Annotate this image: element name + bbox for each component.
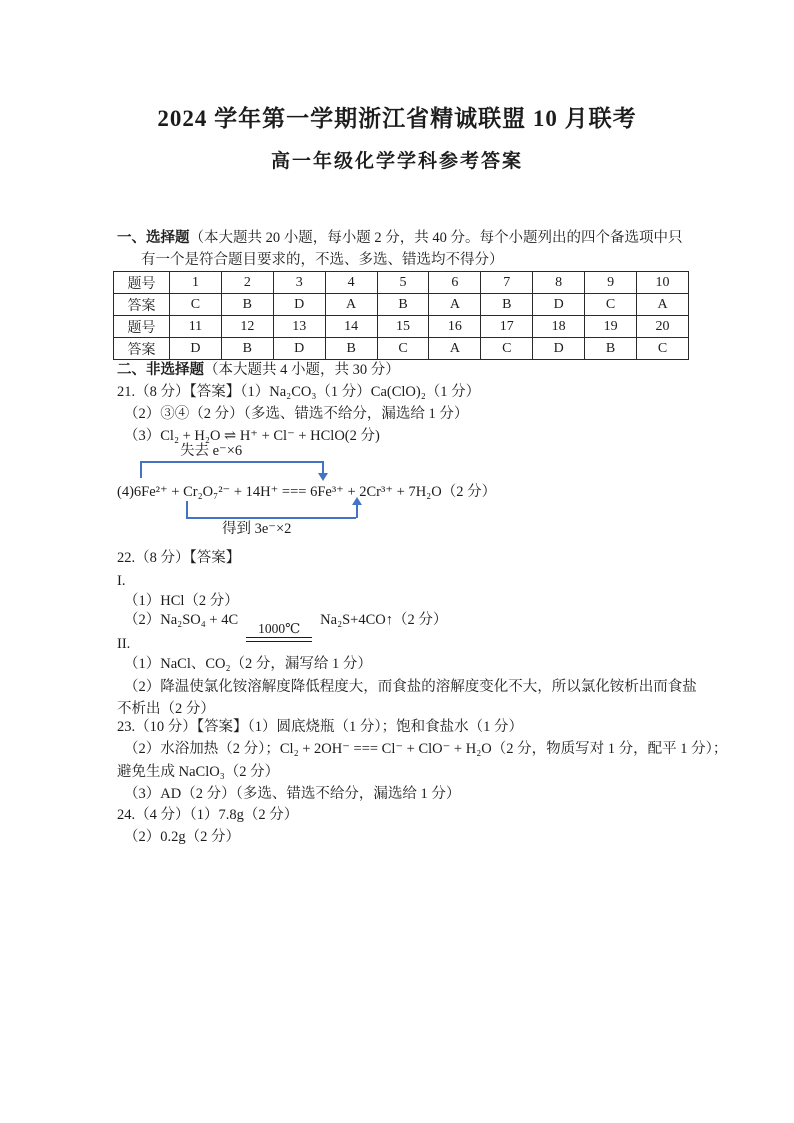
eq22-right-side: Na₂S+4CO↑ — [320, 612, 394, 628]
loss-arrow-left-segment — [140, 461, 142, 478]
row-header-cell: 题号 — [114, 272, 170, 294]
choice-heading-desc-line2: 有一个是符合题目要求的，不选、多选、错选均不得分） — [141, 252, 504, 268]
answer-cell: 9 — [585, 272, 637, 294]
answer-cell: 5 — [377, 272, 429, 294]
answer-cell: 10 — [637, 272, 689, 294]
answer-cell: D — [533, 338, 585, 360]
answer-cell: B — [585, 338, 637, 360]
q22-p1-answer1: （1）HCl（2 分） — [124, 593, 239, 609]
answer-cell: A — [637, 294, 689, 316]
eq4-fe3-term: 6Fe³⁺ — [310, 484, 344, 500]
row-header-cell: 答案 — [114, 338, 170, 360]
free-response-heading-desc: （本大题共 4 小题，共 30 分） — [204, 362, 400, 378]
answer-table-row — [114, 272, 689, 294]
answer-cell: D — [273, 338, 325, 360]
eq4-middle: + 14H⁺ === — [230, 484, 311, 500]
q21-line1: 21.（8 分）【答案】（1）Na₂CO₃（1 分）Ca(ClO)₂（1 分） — [117, 384, 481, 400]
answer-cell: 12 — [221, 316, 273, 338]
answer-cell: 19 — [585, 316, 637, 338]
eq4-plus2: + — [343, 484, 360, 500]
q23-line3: 避免生成 NaClO₃（2 分） — [117, 764, 280, 780]
q21-line4-equation — [117, 482, 496, 502]
gain-arrow-right-segment — [356, 505, 358, 518]
free-response-heading — [117, 360, 400, 380]
q21-line2: （2）③④（2 分）（多选、错选不给分，漏选给 1 分） — [124, 406, 469, 422]
answer-cell: 14 — [325, 316, 377, 338]
answer-cell: C — [377, 338, 429, 360]
answer-table-row — [114, 338, 689, 360]
q22-p1-answer2-equation — [124, 610, 447, 642]
loss-arrowhead-icon — [318, 473, 328, 481]
q23-line1: 23.（10 分）【答案】（1）圆底烧瓶（1 分）；饱和食盐水（1 分） — [117, 719, 523, 735]
answer-cell: D — [273, 294, 325, 316]
answer-cell: 20 — [637, 316, 689, 338]
q22-part2-label: II. — [117, 636, 131, 652]
electron-gain-label: 得到 3e⁻×2 — [222, 521, 292, 537]
answer-cell: 6 — [429, 272, 481, 294]
eq22-left-side: Na₂SO₄ + 4C — [160, 612, 239, 628]
gain-arrowhead-icon — [352, 497, 362, 505]
answer-table-row — [114, 294, 689, 316]
eq4-plus1: + — [167, 484, 184, 500]
choice-heading-label: 一、选择题 — [117, 230, 190, 246]
answer-table — [113, 271, 689, 360]
answer-cell: C — [585, 294, 637, 316]
answer-cell: 2 — [221, 272, 273, 294]
eq4-tail: + 7H₂O（2 分） — [393, 484, 497, 500]
answer-cell: 3 — [273, 272, 325, 294]
answer-cell: 17 — [481, 316, 533, 338]
answer-cell: 11 — [170, 316, 222, 338]
row-header-cell: 题号 — [114, 316, 170, 338]
answer-cell: 8 — [533, 272, 585, 294]
answer-cell: B — [221, 294, 273, 316]
q23-line2: （2）水浴加热（2 分）；Cl₂ + 2OH⁻ === Cl⁻ + ClO⁻ + H₂O（2 分，物质写对 1 分，配平 1 分）； — [124, 741, 728, 757]
eq4-fe2-term: 6Fe²⁺ — [133, 484, 168, 500]
choice-heading-desc: （本大题共 20 小题，每小题 2 分，共 40 分。每个小题列出的四个备选项中只 — [189, 230, 683, 246]
answer-table-body — [114, 272, 689, 360]
eq22-num: （2） — [124, 612, 161, 628]
answer-cell: A — [325, 294, 377, 316]
answer-cell: 1 — [170, 272, 222, 294]
q22-p2-answer2-line1: （2）降温使氯化铵溶解度降低程度大，而食盐的溶解度变化不大，所以氯化铵析出而食盐 — [124, 679, 697, 695]
answer-table-row — [114, 316, 689, 338]
answer-cell: B — [481, 294, 533, 316]
answer-cell: B — [325, 338, 377, 360]
answer-cell: 16 — [429, 316, 481, 338]
answer-cell: B — [221, 338, 273, 360]
row-header-cell: 答案 — [114, 294, 170, 316]
answer-cell: 7 — [481, 272, 533, 294]
document-subtitle: 高一年级化学学科参考答案 — [270, 151, 523, 172]
answer-cell: C — [637, 338, 689, 360]
q22-part1-label: I. — [117, 573, 126, 589]
answer-cell: A — [429, 294, 481, 316]
eq22-score: （2 分） — [393, 612, 448, 628]
q22-p2-answer1: （1）NaCl、CO₂（2 分，漏写给 1 分） — [124, 656, 372, 672]
answer-cell: D — [533, 294, 585, 316]
answer-cell: 18 — [533, 316, 585, 338]
answer-cell: 15 — [377, 316, 429, 338]
answer-cell: 13 — [273, 316, 325, 338]
answer-cell: D — [170, 338, 222, 360]
answer-cell: A — [429, 338, 481, 360]
answer-cell: 4 — [325, 272, 377, 294]
q23-line4: （3）AD（2 分）（多选、错选不给分，漏选给 1 分） — [124, 786, 461, 802]
eq4-prefix: (4) — [117, 484, 134, 500]
q22-line1: 22.（8 分）【答案】 — [117, 550, 241, 566]
q24-line1: 24.（4 分）（1）7.8g（2 分） — [117, 807, 299, 823]
answer-cell: C — [170, 294, 222, 316]
electron-loss-label: 失去 e⁻×6 — [180, 443, 243, 459]
reaction-condition — [246, 621, 312, 642]
document-title: 2024 学年第一学期浙江省精诚联盟 10 月联考 — [157, 106, 637, 131]
double-line-equals-icon — [246, 637, 312, 642]
q21-line3: （3）Cl₂ + H₂O ⇌ H⁺ + Cl⁻ + HClO(2 分) — [124, 428, 380, 444]
q24-line2: （2）0.2g（2 分） — [124, 829, 240, 845]
eq4-cr3-term: 2Cr³⁺ — [359, 484, 394, 500]
answer-cell: C — [481, 338, 533, 360]
q22-p2-answer2-line2: 不析出（2 分） — [117, 701, 215, 717]
condition-temperature: 1000℃ — [258, 621, 301, 636]
gain-arrow-left-segment — [186, 501, 188, 518]
answer-cell: B — [377, 294, 429, 316]
loss-arrow-horizontal-segment — [140, 461, 323, 463]
choice-section-heading — [117, 228, 683, 248]
eq4-cr2o7-term: Cr₂O₇²⁻ — [183, 484, 231, 500]
free-response-heading-label: 二、非选择题 — [117, 362, 204, 378]
